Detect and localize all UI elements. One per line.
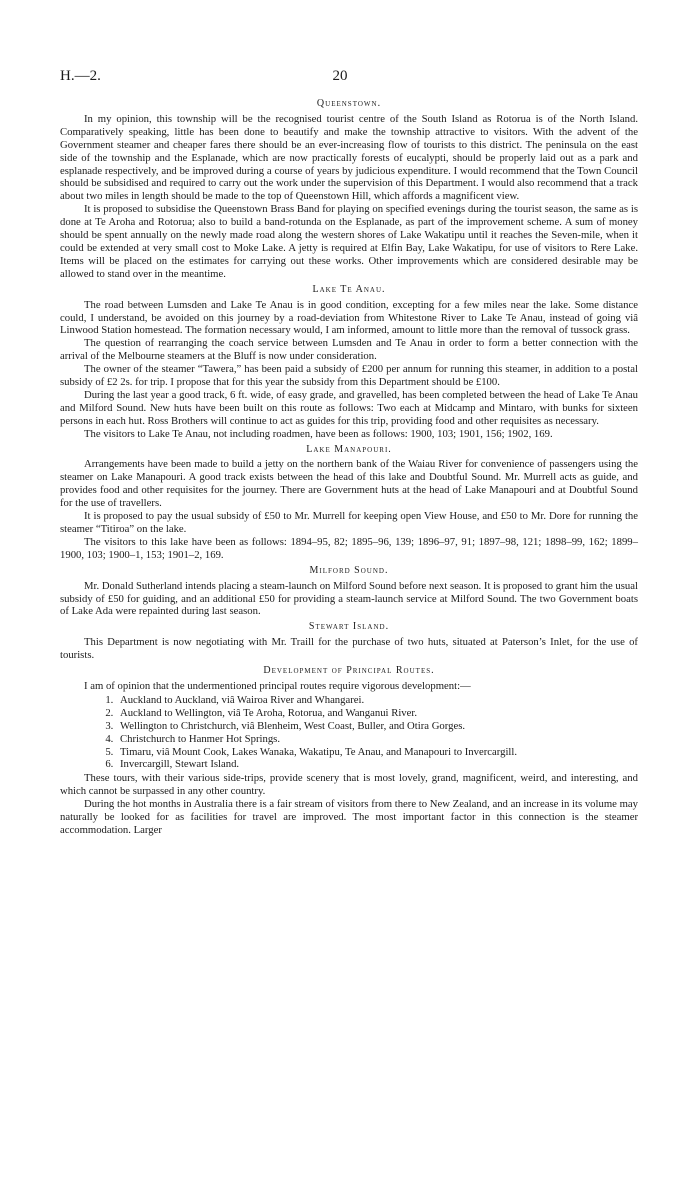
paragraph: This Department is now negotiating with Mr. Traill for the purchase of two huts, situated at Paterson’s Inlet, for the use of tourists. bbox=[60, 636, 638, 662]
list-item: 5. Timaru, viâ Mount Cook, Lakes Wanaka, Wakatipu, Te Anau, and Manapouri to Invercargill. bbox=[116, 746, 638, 759]
list-item: 3. Wellington to Christchurch, viâ Blenheim, West Coast, Buller, and Otira Gorges. bbox=[116, 720, 638, 733]
section-heading-lake-te-anau: Lake Te Anau. bbox=[312, 283, 386, 295]
paragraph: The owner of the steamer “Tawera,” has been paid a subsidy of £200 per annum for running this steamer, in addition to a postal subsidy of £2 2s. for trip. I propose that for this year the subsidy from this Department should be £100. bbox=[60, 363, 638, 389]
paragraph: During the hot months in Australia there is a fair stream of visitors from there to New Zealand, and an increase in its volume may naturally be looked for as facilities for travel are improved. The most important factor in this connection is the steamer accommodation. Larger bbox=[60, 798, 638, 836]
section-heading-principal-routes: Development of Principal Routes. bbox=[263, 665, 435, 677]
paragraph: Mr. Donald Sutherland intends placing a steam-launch on Milford Sound before next season. It is proposed to grant him the usual subsidy of £50 for guiding, and an additional £50 for providing a steam-launch service at Milford Sound. The two Government boats of Lake Ada were repainted during last season. bbox=[60, 579, 638, 618]
list-item: 2. Auckland to Wellington, viâ Te Aroha, Rotorua, and Wanganui River. bbox=[116, 707, 638, 720]
list-item: 6. Invercargill, Stewart Island. bbox=[116, 758, 638, 771]
paragraph: It is proposed to pay the usual subsidy of £50 to Mr. Murrell for keeping open View House, and £50 to Mr. Dore for running the steamer “Titiroa” on the lake. bbox=[60, 510, 638, 535]
paragraph: These tours, with their various side-trips, provide scenery that is most lovely, grand, magnificent, weird, and interesting, and which cannot be surpassed in any other country. bbox=[60, 772, 638, 798]
paragraph: Arrangements have been made to build a jetty on the northern bank of the Waiau River for convenience of passengers using the steamer on Lake Manapouri. A good track exists between the head of this lake and Doubtful Sound. Mr. Murrell acts as guide, and provides food and other requisites for the journey. There are Government huts at the head of Lake Manapouri and at Doubtful Sound for the use of travellers. bbox=[60, 458, 638, 510]
section-heading-queenstown: Queenstown. bbox=[316, 98, 382, 109]
list-item: 4. Christchurch to Hanmer Hot Springs. bbox=[116, 733, 638, 746]
paragraph: The visitors to this lake have been as follows: 1894–95, 82; 1895–96, 139; 1896–97, 91; 1897–98, 121; 1898–99, 162; 1899–1900, 103; 1900–1, 153; 1901–2, 169. bbox=[60, 535, 638, 561]
paragraph: During the last year a good track, 6 ft. wide, of easy grade, and gravelled, has been completed between the head of Lake Te Anau and Milford Sound. New huts have been built on this route as follows: Two each at Midcamp and Mintaro, with bunks for sixteen persons in each hut. Ross Brothers will continue to act as guides for this trip, providing food and other requisites as necessary. bbox=[60, 388, 638, 427]
page-body bbox=[60, 98, 638, 837]
paragraph: It is proposed to subsidise the Queenstown Brass Band for playing on specified evenings during the tourist season, the same as is done at Te Aroha and Rotorua; also to build a band-rotunda on the Esplanade, as part of the improvement scheme. A sum of money should be spent annually on the newly made road along the western shores of Lake Wakatipu until it reaches the Seven-mile, when it could be extended at very small cost to Moke Lake. A jetty is required at Elfin Bay, Lake Wakatipu, for use of visitors to Rere Lake. Items will be placed on the estimates for carrying out these works. Other improvements which are considered desirable may be allowed to stand over in the meantime. bbox=[60, 203, 638, 280]
section-heading-lake-manapouri: Lake Manapouri. bbox=[306, 443, 392, 455]
section-heading-stewart-island: Stewart Island. bbox=[308, 621, 390, 633]
page-number: 20 bbox=[332, 68, 348, 84]
paragraph: The question of rearranging the coach service between Lumsden and Te Anau in order to form a better connection with the arrival of the Melbourne steamers at the Bluff is now under consideration. bbox=[60, 337, 638, 363]
paragraph-intro: I am of opinion that the undermentioned principal routes require vigorous development:— bbox=[84, 679, 471, 692]
page-header bbox=[0, 68, 700, 88]
document-id: H.—2. bbox=[60, 68, 101, 84]
list-item: 1. Auckland to Auckland, viâ Wairoa River and Whangarei. bbox=[116, 694, 638, 707]
paragraph: The road between Lumsden and Lake Te Anau is in good condition, excepting for a few miles near the lake. Some distance could, I understand, be avoided on this journey by a road-deviation from Whitestone River to Lake Te Anau, instead of going viâ Linwood Station homestead. The formation necessary would, I am informed, amount to little more than the removal of tussock grass. bbox=[60, 298, 638, 337]
routes-list bbox=[60, 694, 638, 771]
section-heading-milford-sound: Milford Sound. bbox=[309, 564, 389, 576]
paragraph: The visitors to Lake Te Anau, not including roadmen, have been as follows: 1900, 103; 1901, 156; 1902, 169. bbox=[84, 427, 553, 440]
paragraph: In my opinion, this township will be the recognised tourist centre of the South Island as Rotorua is of the North Island. Comparatively speaking, little has been done to beautify and make the township attractive to visitors. With the advent of the Government steamer and cheaper fares there should be an ever-increasing flow of tourists to this district. The peninsula on the east side of the township and the Esplanade, which are now practically forests of eucalypti, should be properly laid out as a park and esplanade respectively, and be improved during a course of years by judicious expenditure. I would recommend that the Town Council should be subsidised and required to carry out the work under the supervision of this Department. I would also recommend that a track about two miles in length should be made to the top of Queenstown Hill, which affords a magnificent view. bbox=[60, 112, 638, 203]
